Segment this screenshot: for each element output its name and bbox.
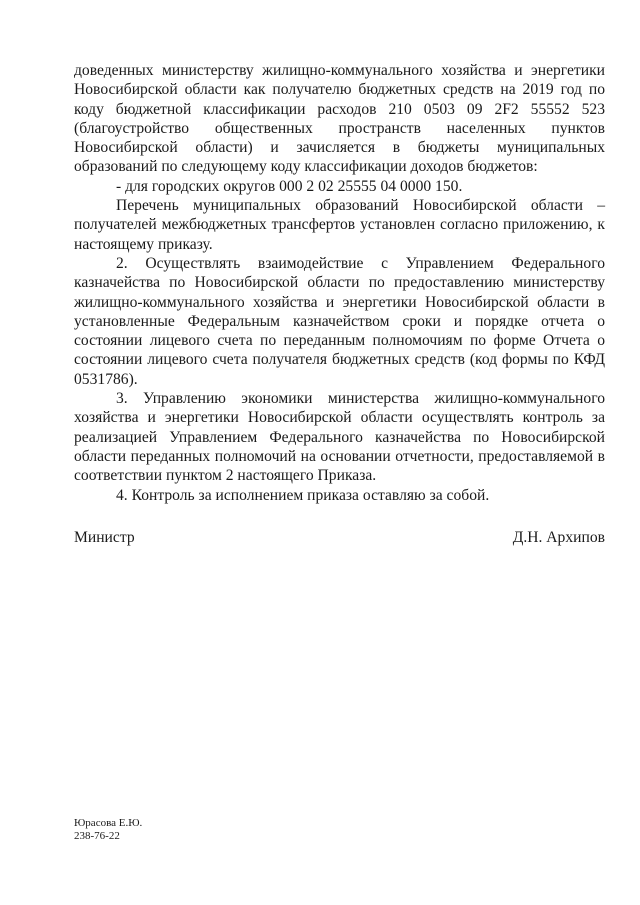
document-body <box>74 61 605 505</box>
signatory-name: Д.Н. Архипов <box>512 529 605 546</box>
signatory-position: Министр <box>74 529 135 546</box>
executor-name: Юрасова Е.Ю. <box>74 817 143 829</box>
paragraph-item-2: 2. Осуществлять взаимодействие с Управлением Федерального казначейства по Новосибирской области по предоставлению министерству жилищно-коммунального хозяйства и энергетики Новосибирской области в установленные Федеральным казначейством сроки и порядке отчета о состоянии лицевого счета по переданным полномочиям по форме Отчета о состоянии лицевого счета получателя бюджетных средств (код формы по КФД 0531786). <box>74 254 605 388</box>
executor-phone: 238-76-22 <box>74 830 120 842</box>
paragraph-item-4: 4. Контроль за исполнением приказа оставляю за собой. <box>116 486 490 504</box>
executor-block <box>74 817 142 843</box>
paragraph-revenue-code: - для городских округов 000 2 02 25555 04 0000 150. <box>116 177 463 195</box>
paragraph-continuation: доведенных министерству жилищно-коммунального хозяйства и энергетики Новосибирской области как получателю бюджетных средств на 2019 год по коду бюджетной классификации расходов 210 0503 09 2F2 55552 523 (благоустройство общественных пространств населенных пунктов Новосибирской области) и зачисляется в бюджеты муниципальных образований по следующему коду классификации доходов бюджетов: <box>74 62 605 176</box>
paragraph-recipients-list: Перечень муниципальных образований Новосибирской области – получателей межбюджетных трансфертов установлен согласно приложению, к настоящему приказу. <box>74 197 605 253</box>
paragraph-item-3: 3. Управлению экономики министерства жилищно-коммунального хозяйства и энергетики Новосибирской области осуществлять контроль за реализацией Управлением Федерального казначейства по Новосибирской области переданных полномочий на основании отчетности, предоставляемой в соответствии пунктом 2 настоящего Приказа. <box>74 390 605 485</box>
